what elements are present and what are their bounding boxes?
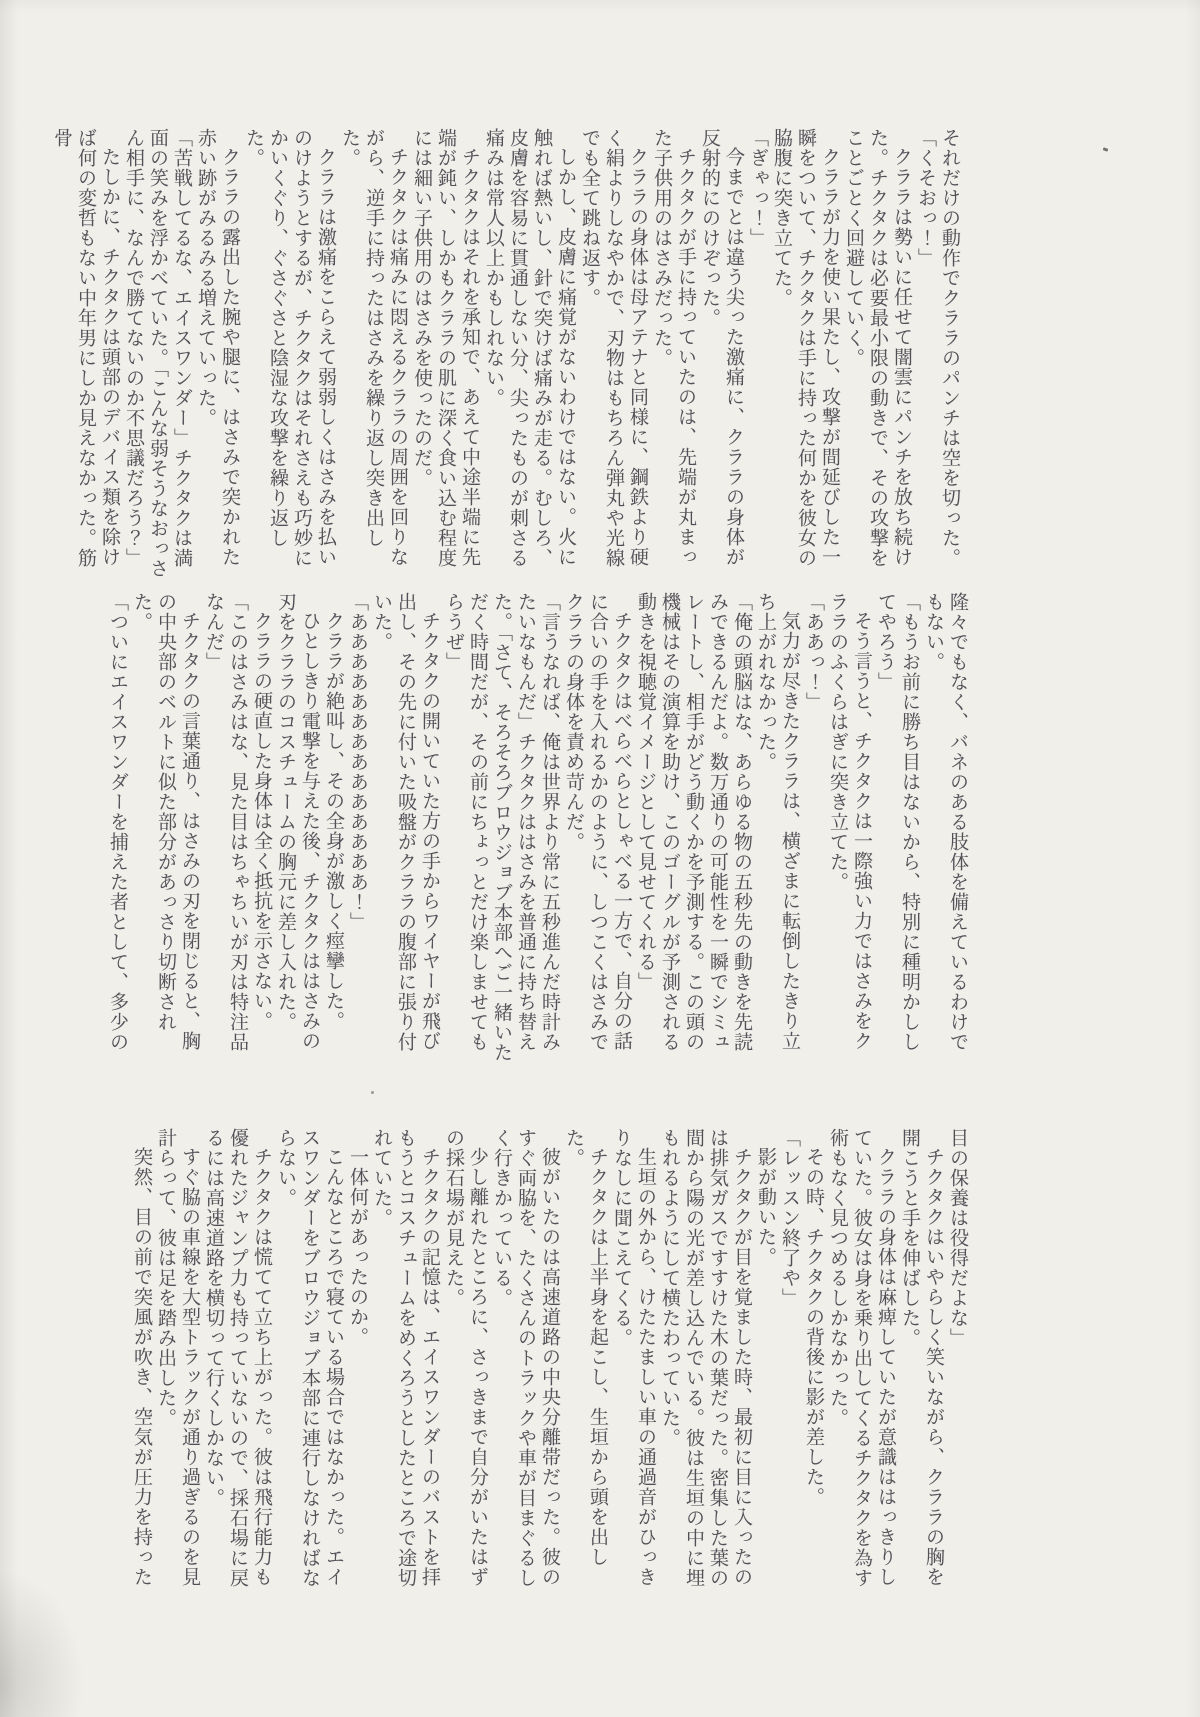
paragraph: 「ぎゃっ！」	[747, 128, 769, 248]
paragraph: クララは激痛をこらえて弱弱しくはさみを払いのけようとするが、チクタクはそれさえも巧妙にかいくぐり、ぐさぐさと陰湿な攻撃を繰り返した。	[243, 128, 337, 568]
paragraph: チクタクの記憶は、エイスワンダーのバストを拝もうとコスチュームをめくろうとしたところで途切れていた。	[371, 1128, 441, 1588]
paragraph: その時、チクタクの背後に影が差した。	[803, 1147, 825, 1507]
paragraph: それだけの動作でクララのパンチは空を切った。	[939, 128, 961, 568]
paragraph: しかし、皮膚に痛覚がないわけではない。火に触れば熱いし、針で突けば痛みが走る。むしろ、皮膚を容易に貫通しない分、尖ったものが刺さる痛みは常人以上かもしれない。	[483, 128, 577, 568]
paragraph: チクタクは痛みに悶えるクララの周囲を回りながら、逆手に持ったはさみを繰り返し突き出した。	[339, 128, 409, 567]
paragraph: チクタクが目を覚ました時、最初に目に入ったのは排気ガスですすけた木の葉だった。密集した葉の間から陽の光が差し込んでいる。彼は生垣の中に埋もれるようにして横たわっていた。	[659, 1128, 753, 1588]
paragraph: 「ああああああああああああああ！」	[347, 592, 369, 932]
paragraph: 「くそおっ！」	[915, 128, 937, 268]
paragraph: クララの身体は麻痺していたが意識ははっきりしていた。彼女は身を乗り出してくるチクタクを為す術もなく見つめるしかなかった。	[827, 1128, 897, 1588]
paragraph: こんなところで寝ている場合ではなかった。エイスワンダーをブロウジョブ本部に連行しなければならない。	[275, 1128, 345, 1588]
paragraph: チクタクの言葉通り、はさみの刃を閉じると、胸の中央部のベルトに似た部分があっさり切断された。	[131, 592, 201, 1051]
paragraph: たしかに、チクタクは頭部のデバイス類を除けば何の変哲もない中年男にしか見えなかった。筋骨	[51, 128, 121, 568]
paragraph: 「このはさみはな、見た目はちゃちいが刃は特注品なんだ」	[203, 592, 249, 1052]
paragraph: ひとしきり電撃を与えた後、チクタクははさみの刃をクララのコスチュームの胸元に差し入れた。	[275, 592, 321, 1051]
paragraph: クララの身体は母アテナと同様に、鋼鉄より硬く絹よりしなやかで、刃物はもちろん弾丸や光線でも全て跳ね返す。	[579, 128, 649, 568]
paragraph: チクタクは慌てて立ち上がった。彼は飛行能力も優れたジャンプ力も持っていないので、採石場に戻るには高速道路を横切って行くしかない。	[203, 1128, 273, 1588]
paragraph: 気力が尽きたクララは、横ざまに転倒したきり立ち上がれなかった。	[755, 592, 801, 1051]
paragraph: 目の保養は役得だよな」	[947, 1128, 969, 1348]
paragraph: 突然、目の前で突風が吹き、空気が圧力を持った	[131, 1147, 153, 1587]
paragraph: 少し離れたところに、さっきまで自分がいたはずの採石場が見えた。	[443, 1128, 489, 1587]
paragraph: クララは勢いに任せて闇雲にパンチを放ち続けた。チクタクは必要最小限の動きで、その攻撃をことごとく回避していく。	[843, 128, 913, 568]
paragraph: そう言うと、チクタクは一際強い力ではさみをクララのふくらはぎに突き立てた。	[827, 592, 873, 1051]
paragraph: チクタクは上半身を起こし、生垣から頭を出した。	[563, 1128, 609, 1567]
paragraph: 「レッスン終了や」	[779, 1128, 801, 1308]
paragraph: クララが絶叫し、その全身が激しく痙攣した。	[323, 611, 345, 1031]
paragraph: 「言うなれば、俺は世界より常に五秒進んだ時計みたいなもんだ」チクタクははさみを普通に持ち替えた。「さて、そろそろブロウジョブ本部へご一緒いただく時間だが、その前にちょっとだけ楽しませてもらうぜ」	[443, 592, 561, 1063]
scan-speck	[1103, 147, 1109, 152]
paragraph: 隆々でもなく、バネのある肢体を備えているわけでもない。	[923, 592, 969, 1052]
paragraph: チクタクの開いていた方の手からワイヤーが飛び出し、その先に付いた吸盤がクララの腹部に張り付いた。	[371, 592, 441, 1052]
paragraph: チクタクはそれを承知で、あえて中途半端に先端が鈍い、しかもクララの肌に深く食い込む程度には細い子供用のはさみを使ったのだ。	[411, 128, 481, 568]
paragraph: チクタクが手に持っていたのは、先端が丸まった子供用のはさみだった。	[651, 128, 697, 567]
text-band-middle	[107, 592, 970, 1066]
paragraph: 彼がいたのは高速道路の中央分離帯だった。彼のすぐ両脇を、たくさんのトラックや車が目まぐるしく行きかっている。	[491, 1128, 561, 1588]
paragraph: 「ああっ！」	[803, 592, 825, 712]
paragraph: 「俺の頭脳はな、あらゆる物の五秒先の動きを先読みできるんだよ。数万通りの可能性を一瞬でシミュレートし、相手がどう動くかを予測する。この頭の機械はその演算を助け、このゴーグルが予測される動きを視聴覚イメージとして見せてくれる」	[635, 592, 753, 1052]
text-band-bottom	[112, 1128, 970, 1606]
paragraph: 一体何があったのか。	[347, 1147, 369, 1347]
paragraph: 「ついにエイスワンダーを捕えた者として、多少の	[107, 592, 129, 1052]
paragraph: クララが力を使い果たし、攻撃が間延びした一瞬をついて、チクタクは手に持った何かを彼女の脇腹に突き立てた。	[771, 128, 841, 568]
paragraph: 影が動いた。	[755, 1147, 777, 1267]
paragraph: クララの露出した腕や腿に、はさみで突かれた赤い跡がみるみる増えていった。	[195, 128, 241, 567]
scan-speck	[371, 1091, 374, 1094]
paragraph: 生垣の外から、けたたましい車の通過音がひっきりなしに聞こえてくる。	[611, 1128, 657, 1587]
paragraph: チクタクはいやらしく笑いながら、クララの胸を開こうと手を伸ばした。	[899, 1128, 945, 1587]
paragraph: 「苦戦してるな、エイスワンダー」チクタクは満面の笑みを浮かべていた。「こんな弱そうなおっさん相手に、なんで勝てないのか不思議だろう？」	[123, 128, 193, 579]
text-band-top	[51, 128, 962, 580]
paragraph: チクタクはべらべらとしゃべる一方で、自分の話に合いの手を入れるかのように、しつこくはさみでクララの身体を責め苛んだ。	[563, 592, 633, 1052]
paragraph: 「もうお前に勝ち目はないから、特別に種明かししてやろう」	[875, 592, 921, 1052]
paragraph: クララの硬直した身体は全く抵抗を示さない。	[251, 611, 273, 1031]
paragraph: 今までとは違う尖った激痛に、クララの身体が反射的にのけぞった。	[699, 128, 745, 567]
paragraph: すぐ脇の車線を大型トラックが通り過ぎるのを見計らって、彼は足を踏み出した。	[155, 1128, 201, 1587]
